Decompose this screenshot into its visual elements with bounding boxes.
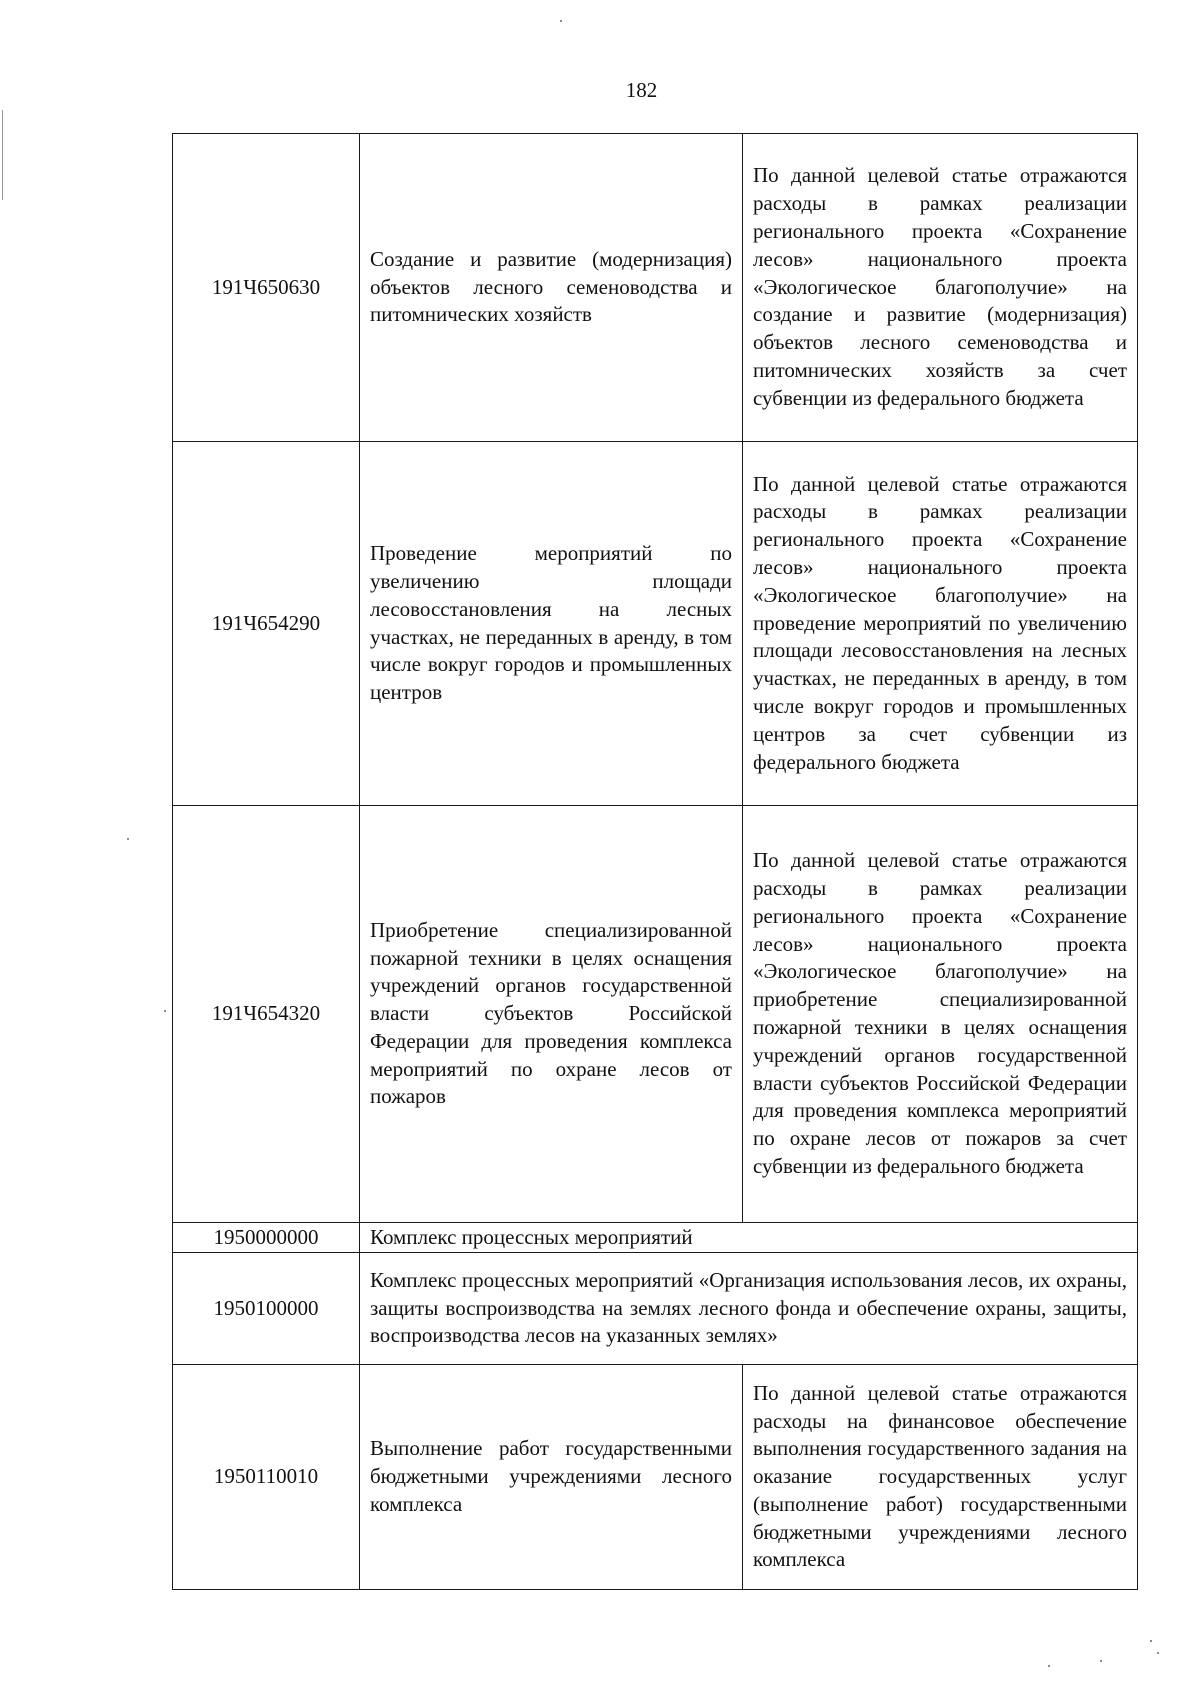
target-name: Создание и развитие (модернизация) объектов лесного семеноводства и питомнических хозяйств [360,134,743,442]
target-name: Комплекс процессных мероприятий [360,1223,1138,1253]
target-code: 191Ч650630 [173,134,360,442]
table-row [173,134,1138,442]
target-name: Комплекс процессных мероприятий «Организация использования лесов, их охраны, защиты воспроизводства на землях лесного фонда и обеспечение охраны, защиты, воспроизводства лесов на указанных землях» [360,1253,1138,1365]
table-row [173,442,1138,806]
target-name: Проведение мероприятий по увеличению площади лесовосстановления на лесных участках, не переданных в аренду, в том числе вокруг городов и промышленных центров [360,442,743,806]
target-code: 1950100000 [173,1253,360,1365]
budget-classification-table [172,133,1138,1590]
page-number: 182 [625,78,658,102]
scan-speck [1157,1652,1159,1654]
table-row [173,806,1138,1223]
scan-edge-line [2,110,3,200]
target-name: Выполнение работ государственными бюджетными учреждениями лесного комплекса [360,1365,743,1590]
target-code: 1950000000 [173,1223,360,1253]
table-row [173,1253,1138,1365]
target-description: По данной целевой статье отражаются расходы в рамках реализации регионального проекта «Сохранение лесов» национального проекта «Экологическое благополучие» на проведение мероприятий по увеличению площади лесовосстановления на лесных участках, не переданных в аренду, в том числе вокруг городов и промышленных центров за счет субвенции из федерального бюджета [743,442,1138,806]
target-name: Приобретение специализированной пожарной техники в целях оснащения учреждений органов государственной власти субъектов Российской Федерации для проведения комплекса мероприятий по охране лесов от пожаров [360,806,743,1223]
scan-speck [560,20,562,22]
target-description: По данной целевой статье отражаются расходы на финансовое обеспечение выполнения государственного задания на оказание государственных услуг (выполнение работ) государственными бюджетными учреждениями лесного комплекса [743,1365,1138,1590]
target-description: По данной целевой статье отражаются расходы в рамках реализации регионального проекта «Сохранение лесов» национального проекта «Экологическое благополучие» на создание и развитие (модернизация) объектов лесного семеноводства и питомнических хозяйств за счет субвенции из федерального бюджета [743,134,1138,442]
target-code: 191Ч654290 [173,442,360,806]
target-code: 1950110010 [173,1365,360,1590]
target-description: По данной целевой статье отражаются расходы в рамках реализации регионального проекта «Сохранение лесов» национального проекта «Экологическое благополучие» на приобретение специализированной пожарной техники в целях оснащения учреждений органов государственной власти субъектов Российской Федерации для проведения комплекса мероприятий по охране лесов от пожаров за счет субвенции из федерального бюджета [743,806,1138,1223]
scan-speck [164,1010,166,1012]
scan-speck [1048,1665,1050,1667]
scan-speck [1150,1640,1152,1642]
table-row [173,1365,1138,1590]
target-code: 191Ч654320 [173,806,360,1223]
scan-speck [127,838,129,840]
scan-speck [1100,1660,1102,1662]
table-row [173,1223,1138,1253]
